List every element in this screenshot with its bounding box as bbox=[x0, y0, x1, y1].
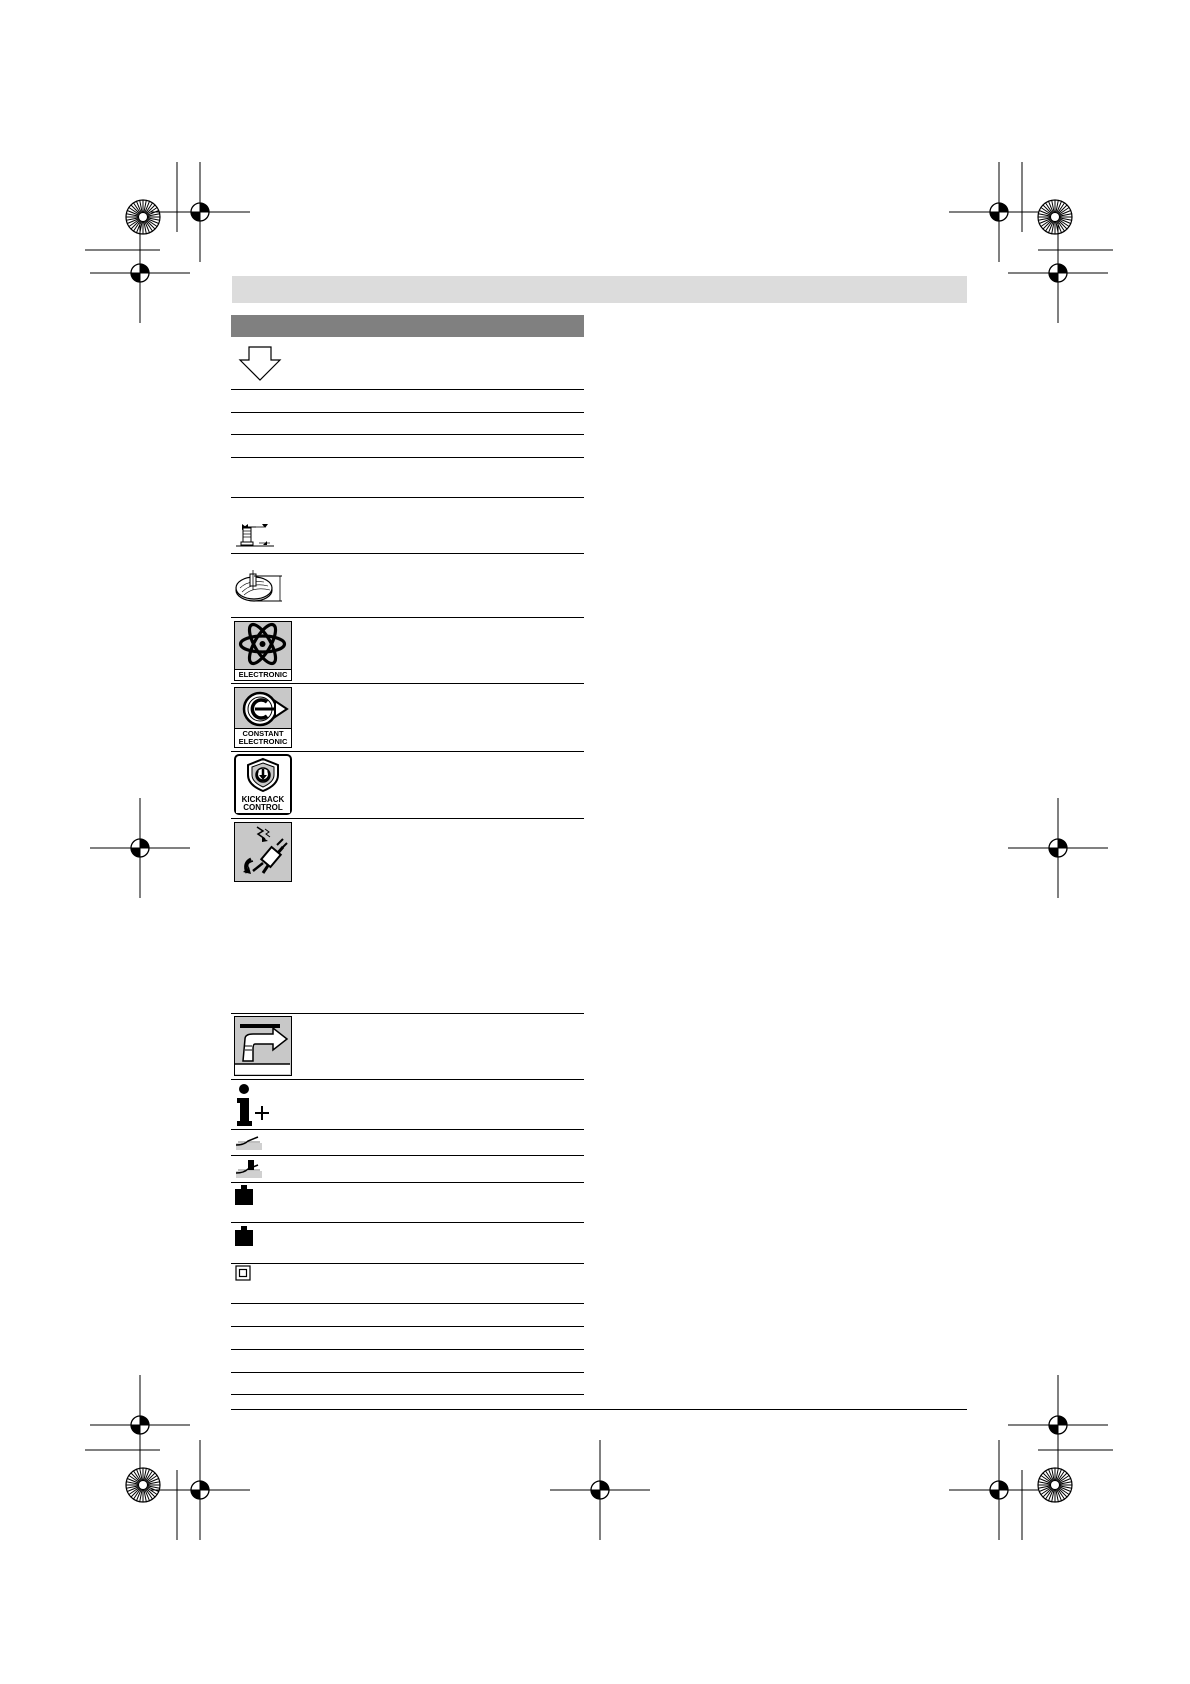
kickback-control-icon bbox=[234, 754, 292, 815]
kickback-caption-1: KICKBACK bbox=[241, 795, 285, 804]
auxiliary-handle-icon bbox=[234, 1016, 292, 1076]
arrow-down-icon bbox=[238, 346, 282, 382]
footer-rule bbox=[231, 1409, 967, 1410]
header-bar bbox=[232, 276, 967, 303]
electronic-icon bbox=[234, 621, 292, 681]
restart-protection-icon bbox=[234, 822, 292, 882]
weight-icon bbox=[234, 1225, 254, 1247]
table-header bbox=[231, 315, 584, 337]
cutting-guard-icon bbox=[234, 1157, 264, 1179]
protection-class-icon bbox=[235, 1265, 251, 1281]
constant-electronic-caption-1: CONSTANT bbox=[242, 729, 284, 738]
constant-electronic-caption-2: ELECTRONIC bbox=[238, 737, 288, 746]
spindle-thread-icon bbox=[234, 517, 276, 553]
electronic-caption: ELECTRONIC bbox=[235, 669, 291, 680]
constant-electronic-icon bbox=[234, 687, 292, 748]
kickback-caption-2: CONTROL bbox=[243, 803, 283, 812]
grinding-disc-diameter-icon bbox=[234, 568, 286, 608]
protection-guard-icon bbox=[234, 1132, 264, 1152]
info-plus-icon bbox=[234, 1083, 274, 1127]
weight-icon bbox=[234, 1184, 254, 1206]
